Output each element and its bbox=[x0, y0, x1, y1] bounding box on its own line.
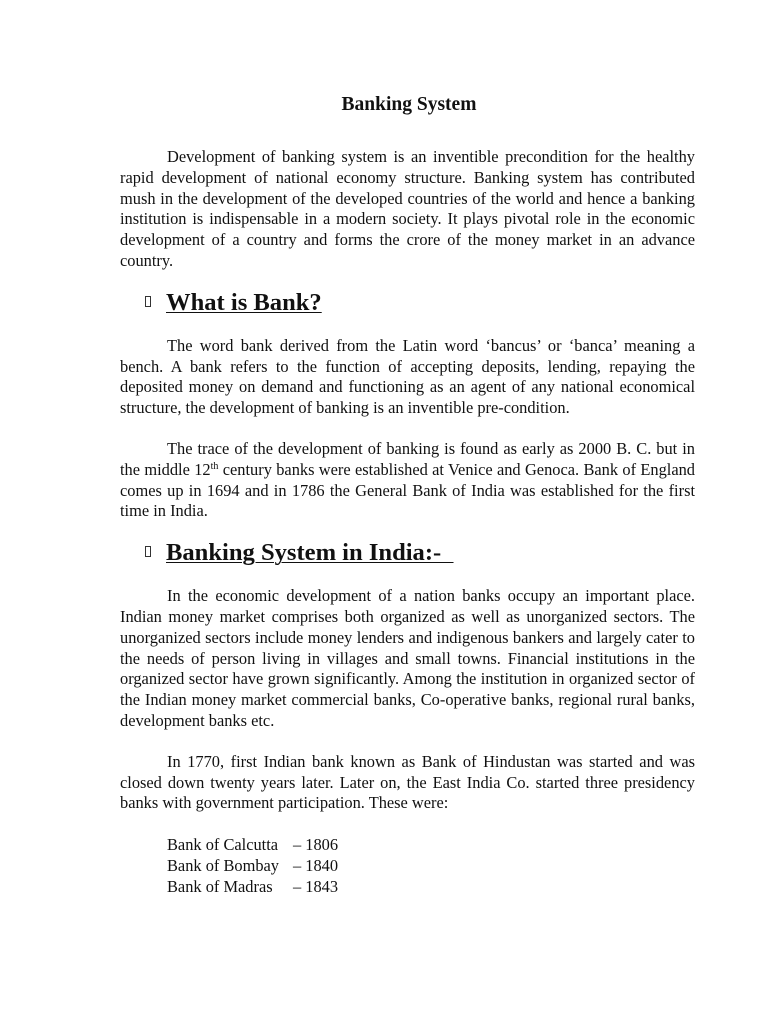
bank-name: Bank of Bombay bbox=[167, 856, 279, 876]
document-title: Banking System bbox=[341, 94, 477, 115]
section-heading-text: What is Bank? bbox=[166, 288, 322, 316]
presidency-banks-list bbox=[120, 834, 695, 897]
bank-name: Bank of Madras bbox=[167, 877, 273, 897]
bank-name: Bank of Calcutta bbox=[167, 835, 279, 855]
bank-definition-paragraph: The word bank derived from the Latin word ‘bancus’ or ‘banca’ meaning a bench. A bank refers to the function of accepting deposits, lending, repaying the deposited money on demand and functioning as an agent of any national economical structure, the development of banking is an inventible pre-condition. bbox=[120, 335, 695, 418]
list-item bbox=[120, 855, 695, 876]
intro-paragraph: Development of banking system is an inventible precondition for the healthy rapid development of national economy structure. Banking system has contributed mush in the development of the developed countries of the world and hence a banking institution is indispensable in a modern society. It plays pivotal role in the economic development of a country and forms the crore of the money market in an advance country. bbox=[120, 147, 695, 270]
bank-year: – 1843 bbox=[293, 877, 339, 897]
square-bullet-icon bbox=[145, 296, 151, 307]
first-bank-paragraph: In 1770, first Indian bank known as Bank of Hindustan was started and was closed down twenty years later. Later on, the East India Co. started three presidency banks with government participation. These were: bbox=[120, 751, 695, 813]
section-what-is-bank bbox=[120, 288, 696, 522]
bank-year: – 1840 bbox=[293, 856, 339, 876]
document-page bbox=[120, 93, 695, 897]
square-bullet-icon bbox=[145, 546, 151, 557]
history-text-part-1: The trace of the development of banking is found as early as 2000 B. C. but in the middle 12 bbox=[120, 438, 695, 479]
section-heading-banking-india bbox=[120, 539, 695, 567]
bank-year: – 1806 bbox=[293, 835, 339, 855]
ordinal-superscript: th bbox=[210, 460, 219, 472]
section-banking-in-india bbox=[120, 539, 695, 897]
bank-history-paragraph bbox=[120, 439, 695, 522]
section-heading-text: Banking System in India:- bbox=[166, 539, 454, 567]
section-heading-what-is-bank bbox=[120, 288, 695, 316]
list-item bbox=[120, 876, 695, 897]
history-text-part-2: century banks were established at Venice and Genoca. Bank of England comes up in 1694 and in 1786 the General Bank of India was established for the first time in India. bbox=[120, 459, 696, 521]
money-market-paragraph: In the economic development of a nation banks occupy an important place. Indian money market comprises both organized as well as unorganized sectors. The unorganized sectors include money lenders and indigenous bankers and largely cater to the needs of person living in villages and small towns. Financial institutions in the organized sector have grown significantly. Among the institution in organized sector of the Indian money market commercial banks, Co-operative banks, regional rural banks, development banks etc. bbox=[120, 586, 695, 730]
list-item bbox=[120, 834, 695, 855]
